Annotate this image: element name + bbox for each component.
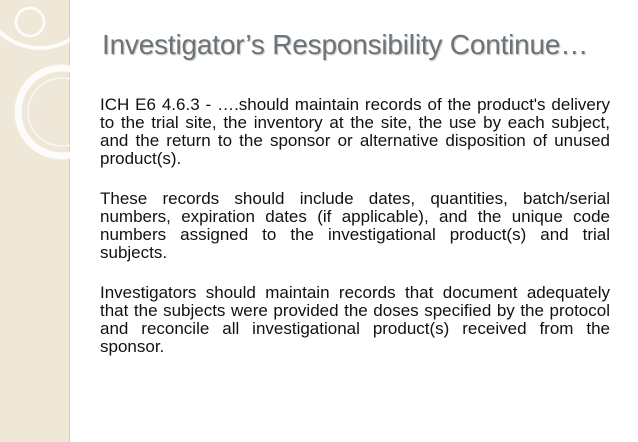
paragraph-investigator-records: Investigators should maintain records that document adequately that the subjects were provided the doses specified by the protocol and reconcile all investigational product(s) received from the sponsor. xyxy=(100,283,610,356)
slide-body xyxy=(100,96,610,378)
paragraph-ich-e6: ICH E6 4.6.3 - ….should maintain records of the product's delivery to the trial site, the inventory at the site, the use by each subject, and the return to the sponsor or alternative disposition of unused product(s). xyxy=(100,95,610,168)
paragraph-records-content: These records should include dates, quantities, batch/serial numbers, expiration dates (if applicable), and the unique code numbers assigned to the investigational product(s) and trial subjects. xyxy=(100,189,610,262)
slide-title: Investigator’s Responsibility Continue… xyxy=(102,29,589,60)
side-band-edge xyxy=(69,0,70,442)
side-band xyxy=(0,0,70,442)
